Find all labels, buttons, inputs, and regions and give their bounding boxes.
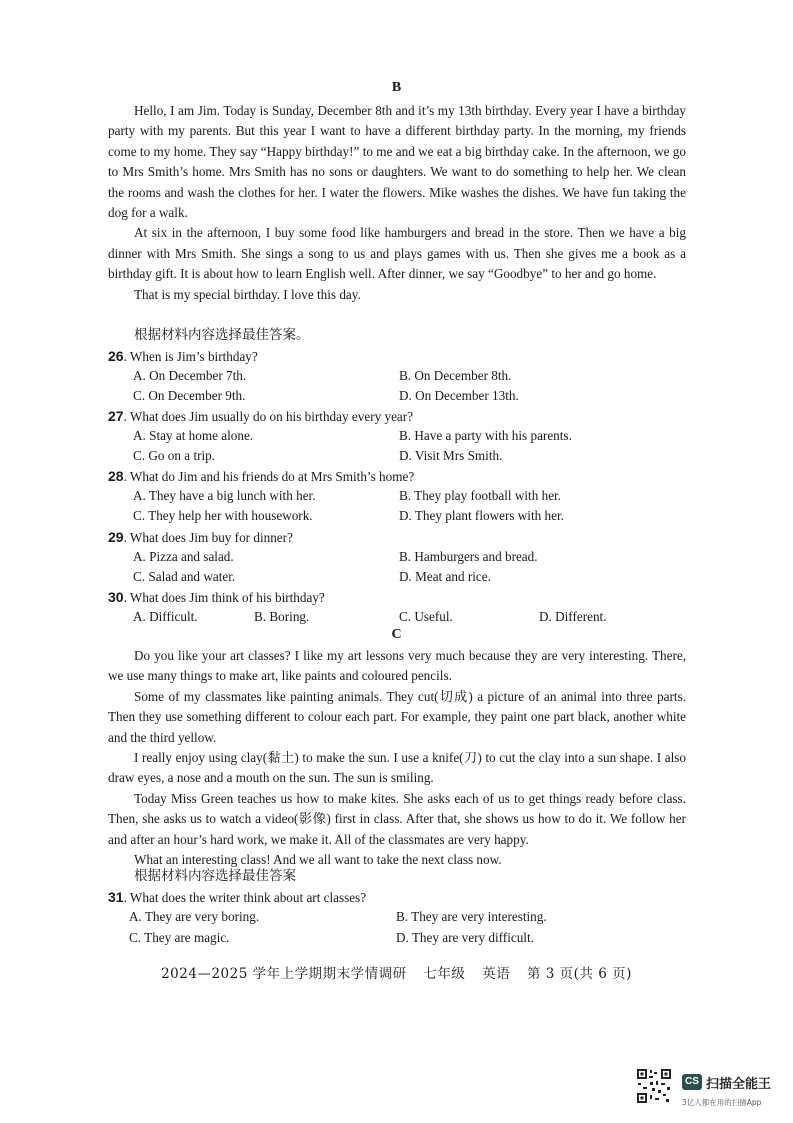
question-number: 28 xyxy=(108,468,124,484)
option-d[interactable]: D. They plant flowers with her. xyxy=(399,508,564,523)
option-a[interactable]: A. Pizza and salad. xyxy=(133,549,234,564)
camscanner-name: 扫描全能王 xyxy=(706,1077,772,1092)
option-b[interactable]: B. On December 8th. xyxy=(399,368,512,383)
option-b[interactable]: B. Have a party with his parents. xyxy=(399,428,572,443)
section-b-title: B xyxy=(391,80,402,95)
question-number: 26 xyxy=(108,348,124,364)
section-b-paragraph-3: That is my special birthday. I love this day. xyxy=(134,286,361,302)
option-c[interactable]: C. They help her with housework. xyxy=(133,508,313,523)
section-c-paragraph-4: Today Miss Green teaches us how to make kites. She asks each of us to get things ready before class. Then, she asks us to watch a video(影像) first in class. After that, she shows us how to do it. We follow her and after an hour’s hard work, we make it. All of the classmates are very happy. xyxy=(108,790,686,847)
section-c-paragraph-3: I really enjoy using clay(黏土) to make the sun. I use a knife(刀) to cut the clay into a sun shape. I also draw eyes, a nose and a mouth on the sun. The sun is smiling. xyxy=(108,750,686,786)
option-d[interactable]: D. Meat and rice. xyxy=(399,569,491,584)
camscanner-logo: CS xyxy=(682,1074,702,1090)
option-d[interactable]: D. On December 13th. xyxy=(399,388,519,403)
section-b-paragraph-2: At six in the afternoon, I buy some food like hamburgers and bread in the store. Then we have a big dinner with Mrs Smith. She sings a song to us and plays games with us. Then she gives me a book as a birthday gift. It is about how to learn English well. After dinner, we say “Goodbye” to her and go home. xyxy=(108,225,686,282)
question-31 xyxy=(108,887,366,908)
section-c-instruction: 根据材料内容选择最佳答案 xyxy=(134,868,296,884)
option-a[interactable]: A. Stay at home alone. xyxy=(133,428,254,443)
section-b-passage xyxy=(108,101,686,305)
section-c-passage xyxy=(108,646,686,870)
section-c-title: C xyxy=(391,627,402,642)
option-a[interactable]: A. They have a big lunch with her. xyxy=(133,488,316,503)
qr-code-icon xyxy=(636,1068,672,1104)
option-b[interactable]: B. Hamburgers and bread. xyxy=(399,549,538,564)
footer-exam: 2024—2025 学年上学期期末学情调研 xyxy=(161,966,407,982)
option-b[interactable]: B. Boring. xyxy=(254,609,310,624)
option-b[interactable]: B. They are very interesting. xyxy=(396,909,547,924)
question-26 xyxy=(108,346,258,367)
footer-grade: 七年级 xyxy=(423,966,466,982)
footer-page: 第 3 页(共 6 页) xyxy=(527,966,632,982)
section-c-paragraph-5: What an interesting class! And we all want to take the next class now. xyxy=(134,852,502,868)
option-d[interactable]: D. Different. xyxy=(539,609,607,624)
section-c-paragraph-2: Some of my classmates like painting animals. They cut(切成) a picture of an animal into three parts. Then they use something different to colour each part. For example, they paint one part black, another white and the third yellow. xyxy=(108,688,686,745)
question-number: 29 xyxy=(108,529,124,545)
option-b[interactable]: B. They play football with her. xyxy=(399,488,562,503)
question-number: 31 xyxy=(108,889,124,905)
option-c[interactable]: C. Useful. xyxy=(399,609,453,624)
option-a[interactable]: A. On December 7th. xyxy=(133,368,247,383)
question-29 xyxy=(108,527,293,548)
question-text: . What does Jim think of his birthday? xyxy=(123,590,325,605)
option-c[interactable]: C. Salad and water. xyxy=(133,569,236,584)
question-30 xyxy=(108,587,325,608)
question-text: . What do Jim and his friends do at Mrs Smith’s home? xyxy=(123,469,415,484)
option-d[interactable]: D. They are very difficult. xyxy=(396,930,534,945)
question-text: . When is Jim’s birthday? xyxy=(123,349,258,364)
question-27 xyxy=(108,406,413,427)
section-b-paragraph-1: Hello, I am Jim. Today is Sunday, December 8th and it’s my 13th birthday. Every year I have a birthday party with my parents. But this year I want to have a different birthday party. In the morning, my friends come to my home. They say “Happy birthday!” to me and we eat a big birthday cake. In the afternoon, we go to Mrs Smith’s home. Mrs Smith has no sons or daughters. We want to do something to help her. We clean the rooms and wash the clothes for her. I water the flowers. Mike washes the dishes. We have fun taking the dog for a walk. xyxy=(108,103,686,221)
footer-subject: 英语 xyxy=(482,966,511,982)
question-28 xyxy=(108,466,414,487)
question-text: . What does Jim usually do on his birthday every year? xyxy=(123,409,414,424)
page-footer xyxy=(0,962,793,982)
option-c[interactable]: C. On December 9th. xyxy=(133,388,246,403)
section-c-paragraph-1: Do you like your art classes? I like my art lessons very much because they are very interesting. There, we use many things to make art, like paints and coloured pencils. xyxy=(108,648,686,684)
question-text: . What does Jim buy for dinner? xyxy=(123,530,293,545)
option-c[interactable]: C. Go on a trip. xyxy=(133,448,216,463)
option-c[interactable]: C. They are magic. xyxy=(129,930,230,945)
question-number: 27 xyxy=(108,408,124,424)
section-b-instruction: 根据材料内容选择最佳答案。 xyxy=(134,327,310,343)
option-d[interactable]: D. Visit Mrs Smith. xyxy=(399,448,503,463)
option-a[interactable]: A. They are very boring. xyxy=(129,909,260,924)
option-a[interactable]: A. Difficult. xyxy=(133,609,198,624)
question-number: 30 xyxy=(108,589,124,605)
camscanner-tagline: 3亿人都在用的扫描App xyxy=(682,1098,762,1107)
question-text: . What does the writer think about art classes? xyxy=(123,890,367,905)
